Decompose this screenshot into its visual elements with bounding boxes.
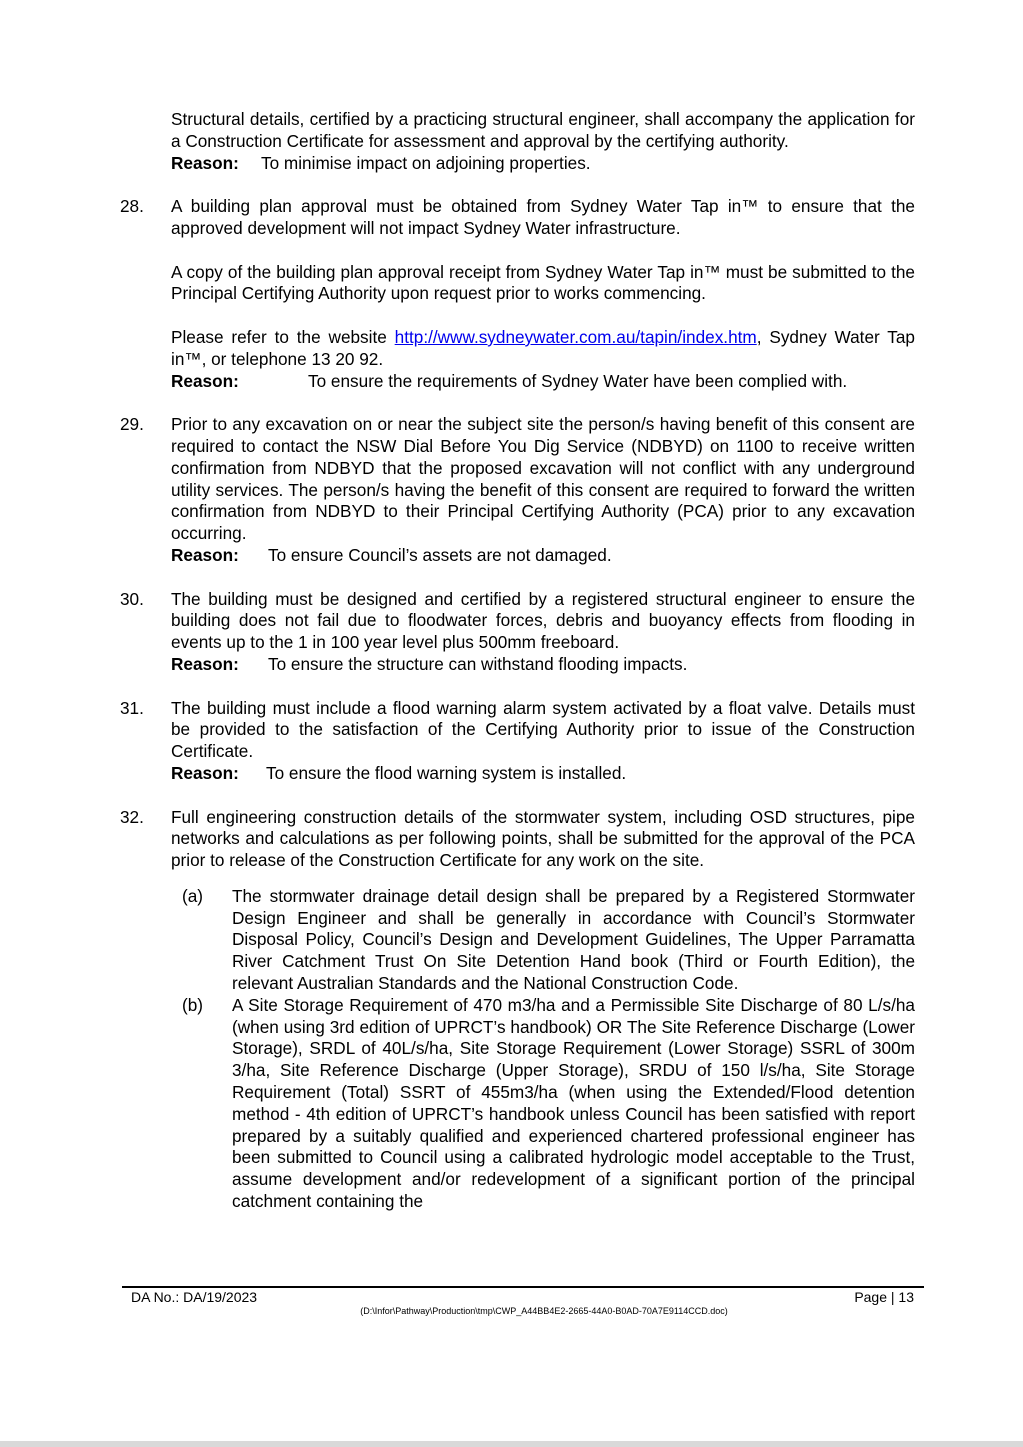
intro-reason — [171, 153, 915, 175]
sub-item-label: (a) — [182, 885, 204, 906]
condition-29-reason — [171, 545, 915, 567]
website-trailing-text: , Sydney Water Tap in™, or telephone 13 20 92. — [171, 326, 915, 369]
footer-rule — [122, 1286, 924, 1288]
condition-28-paragraph-3 — [171, 327, 915, 371]
condition-30-paragraph: The building must be designed and certified by a registered structural engineer to ensure the building does not fail due to floodwater forces, debris and buoyancy effects from flooding in events up to the 1 in 100 year level plus 500mm freeboard. — [171, 588, 915, 653]
intro-paragraph: Structural details, certified by a practicing structural engineer, shall accompany the application for a Construction Certificate for assessment and approval by the certifying authority. — [171, 109, 915, 151]
sydney-water-link[interactable]: http://www.sydneywater.com.au/tapin/index.htm — [394, 326, 757, 347]
reason-label: Reason: — [171, 152, 239, 173]
reason-label: Reason: — [171, 762, 239, 783]
condition-28-reason — [171, 371, 915, 393]
reason-text: To ensure the requirements of Sydney Water have been complied with. — [308, 370, 848, 391]
condition-30 — [120, 589, 915, 676]
condition-29-paragraph: Prior to any excavation on or near the subject site the person/s having benefit of this consent are required to contact the NSW Dial Before You Dig Service (NDBYD) on 1100 to receive written confirmation from NDBYD that the proposed excavation will not conflict with any underground utility services. The person/s having the benefit of this consent are required to forward the written confirmation from NDBYD to their Principal Certifying Authority (PCA) prior to any excavation occurring. — [171, 414, 915, 544]
reason-label: Reason: — [171, 544, 239, 565]
condition-28 — [120, 196, 915, 392]
condition-number: 30. — [120, 588, 144, 609]
page-content — [120, 109, 915, 1213]
condition-31-reason — [171, 763, 915, 785]
sub-item-text: The stormwater drainage detail design shall be prepared by a Registered Stormwater Design Engineer and shall be generally in accordance with Council’s Stormwater Disposal Policy, Council’s Design and Development Guidelines, The Upper Parramatta River Catchment Trust On Site Detention Hand book (Third or Fourth Edition), the relevant Australian Standards and the National Construction Code. — [232, 885, 915, 994]
condition-32-item-a — [171, 886, 915, 995]
website-intro-text: Please refer to the website — [171, 326, 395, 347]
condition-32-paragraph: Full engineering construction details of the stormwater system, including OSD structures, pipe networks and calculations as per following points, shall be submitted for the approval of the PCA prior to release of the Construction Certificate for any work on the site. — [171, 806, 915, 871]
condition-31 — [120, 698, 915, 785]
condition-32 — [120, 807, 915, 872]
reason-text: To ensure the flood warning system is installed. — [266, 762, 627, 783]
condition-31-paragraph: The building must include a flood warning alarm system activated by a float valve. Details must be provided to the satisfaction of the Certifying Authority prior to issue of the Construction Certificate. — [171, 697, 915, 762]
footer-file-path: (D:\Infor\Pathway\Production\tmp\CWP_A44BB4E2-2665-44A0-B0AD-70A7E9114CCD.doc) — [360, 1306, 728, 1316]
sub-item-label: (b) — [182, 994, 204, 1015]
condition-number: 31. — [120, 697, 144, 718]
condition-number: 28. — [120, 196, 144, 217]
page-bottom-edge — [0, 1441, 1023, 1447]
condition-30-reason — [171, 654, 915, 676]
condition-29 — [120, 414, 915, 567]
condition-32-item-b — [171, 995, 915, 1213]
condition-number: 32. — [120, 806, 144, 827]
sub-item-text: A Site Storage Requirement of 470 m3/ha and a Permissible Site Discharge of 80 L/s/ha (when using 3rd edition of UPRCT’s handbook) OR The Site Reference Discharge (Lower Storage), SRDL of 40L/s/ha, Site Storage Requirement (Lower Storage) SSRL of 300m 3/ha, Site Reference Discharge (Upper Storage), SRDU of 150 l/s/ha, Site Storage Requirement (Total) SSRT of 455m3/ha (when using the Extended/Flood detention method - 4th edition of UPRCT’s handbook unless Council has been satisfied with report prepared by a suitably qualified and experienced chartered professional engineer has been submitted to Council using a calibrated hydrologic model acceptable to the Trust, assume development and/or redevelopment of a significant portion of the principal catchment containing the — [232, 994, 915, 1212]
reason-text: To ensure Council’s assets are not damaged. — [268, 544, 612, 565]
reason-text: To minimise impact on adjoining properties. — [261, 152, 591, 173]
footer-da-number: DA No.: DA/19/2023 — [131, 1289, 258, 1305]
condition-28-paragraph-1: A building plan approval must be obtained from Sydney Water Tap in™ to ensure that the approved development will not impact Sydney Water infrastructure. — [171, 196, 915, 238]
condition-28-paragraph-2: A copy of the building plan approval receipt from Sydney Water Tap in™ must be submitted to the Principal Certifying Authority upon request prior to works commencing. — [171, 261, 915, 304]
condition-number: 29. — [120, 414, 144, 435]
footer-page-number: Page | 13 — [854, 1289, 914, 1305]
reason-label: Reason: — [171, 370, 239, 391]
reason-text: To ensure the structure can withstand flooding impacts. — [268, 653, 688, 674]
reason-label: Reason: — [171, 653, 239, 674]
